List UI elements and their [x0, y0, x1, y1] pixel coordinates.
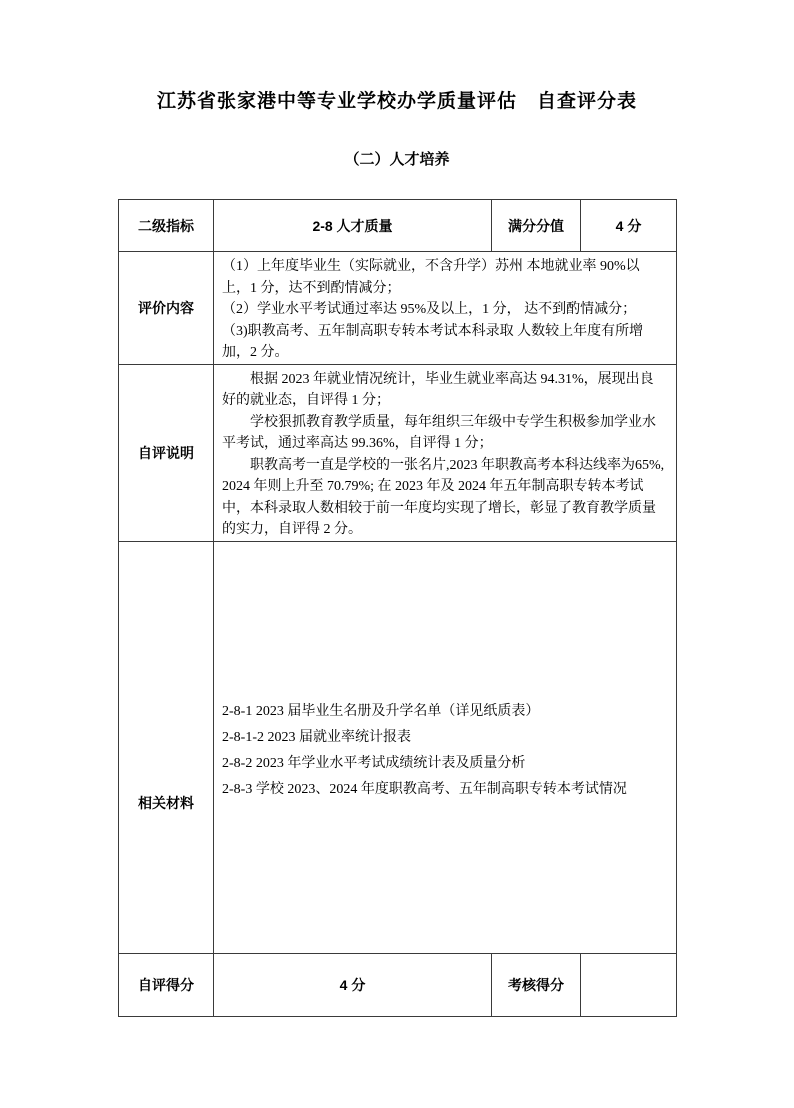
table-row-materials [119, 541, 677, 953]
list-item: （3)职教高考、五年制高职专转本考试本科录取 人数较上年度有所增加，2 分。 [222, 323, 644, 360]
list-item: 2-8-2 2023 年学业水平考试成绩统计表及质量分析 [222, 756, 526, 771]
evaluation-content-label: 评价内容 [119, 252, 214, 365]
table-row-self-review [119, 364, 677, 541]
list-item: 2-8-1-2 2023 届就业率统计报表 [222, 730, 411, 745]
self-review-cell [214, 364, 677, 541]
document-title: 江苏省张家港中等专业学校办学质量评估 自查评分表 [156, 91, 637, 112]
self-score-value: 4 分 [214, 953, 492, 1016]
document-subtitle: （二）人才培养 [344, 151, 450, 168]
secondary-indicator-label: 二级指标 [119, 200, 214, 252]
table-row-header [119, 200, 677, 252]
secondary-indicator-value: 2-8 人才质量 [214, 200, 492, 252]
related-materials-label: 相关材料 [119, 541, 214, 953]
list-item: 2-8-3 学校 2023、2024 年度职教高考、五年制高职专转本考试情况 [222, 782, 627, 797]
list-item: 学校狠抓教育教学质量，每年组织三年级中专学生积极参加学业水平考试，通过率高达 99.36%，自评得 1 分； [222, 414, 656, 451]
full-score-value: 4 分 [581, 200, 677, 252]
table-row-evaluation [119, 252, 677, 365]
list-item: 2-8-1 2023 届毕业生名册及升学名单（详见纸质表） [222, 704, 540, 719]
review-score-value [581, 953, 677, 1016]
self-score-label: 自评得分 [119, 953, 214, 1016]
self-review-label: 自评说明 [119, 364, 214, 541]
list-item: （2）学业水平考试通过率达 95%及以上，1 分， 达不到酌情减分； [222, 302, 637, 317]
review-score-label: 考核得分 [492, 953, 581, 1016]
list-item: 职教高考一直是学校的一张名片,2023 年职教高考本科达线率为65%, 2024 年则上升至 70.79%; 在 2023 年及 2024 年五年制高职专转本考试中，本科录取人数相较于前一年度均实现了增长，彰显了教育教学质量的实力，自评得 2 分。 [222, 457, 665, 537]
list-item: （1）上年度毕业生（实际就业，不含升学）苏州 本地就业率 90%以上，1 分，达不到酌情减分； [222, 259, 640, 296]
related-materials-cell [214, 541, 677, 953]
score-table [118, 199, 677, 1017]
evaluation-content-cell [214, 252, 677, 365]
table-row-score [119, 953, 677, 1016]
full-score-label: 满分分值 [492, 200, 581, 252]
list-item: 根据 2023 年就业情况统计，毕业生就业率高达 94.31%，展现出良好的就业态，自评得 1 分； [222, 371, 654, 408]
